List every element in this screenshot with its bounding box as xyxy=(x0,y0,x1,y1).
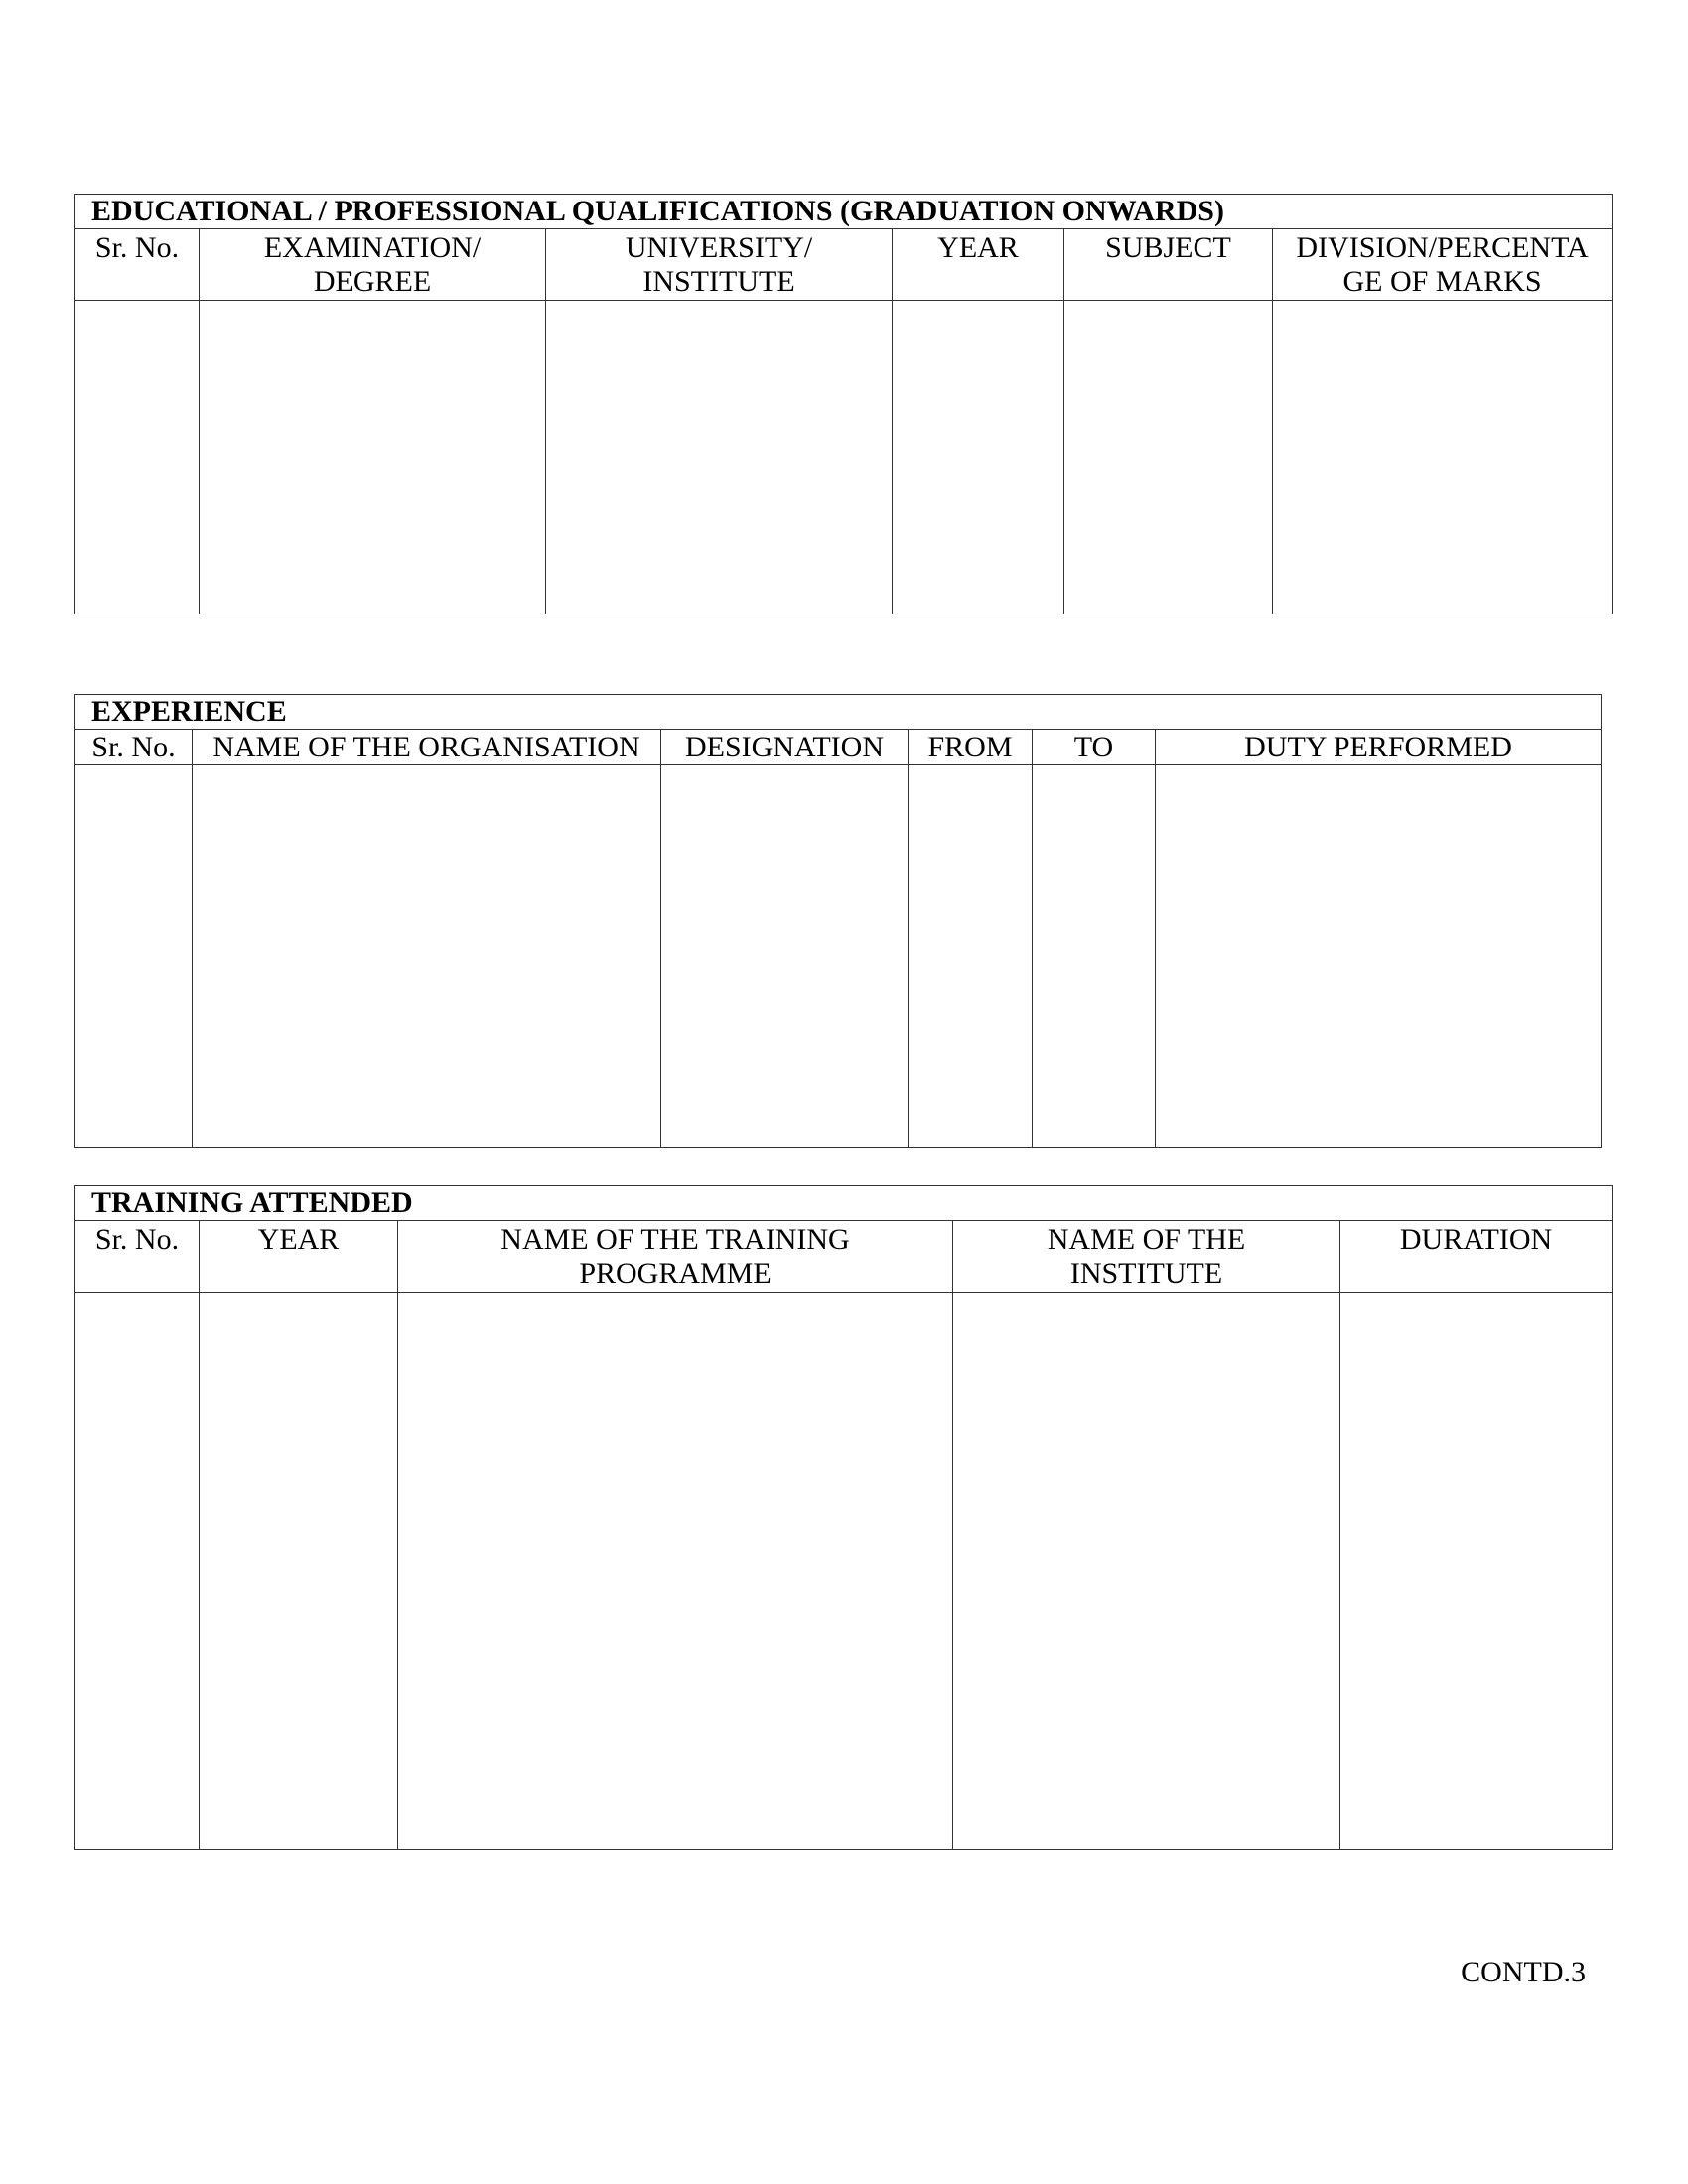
header-line: NAME OF THE TRAINING xyxy=(500,1223,850,1256)
education-header-division xyxy=(1273,229,1613,301)
experience-header-from: FROM xyxy=(909,730,1033,765)
header-line: DURATION xyxy=(1399,1223,1553,1256)
education-header-sr-no xyxy=(75,229,200,301)
training-entry-cell-year[interactable] xyxy=(200,1293,398,1850)
training-entry-cell-duration[interactable] xyxy=(1340,1293,1613,1850)
training-entry-cell-institute[interactable] xyxy=(953,1293,1340,1850)
continued-page-marker: CONTD.3 xyxy=(1461,1956,1586,1988)
header-line: PROGRAMME xyxy=(579,1257,772,1290)
education-header-subject xyxy=(1064,229,1273,301)
experience-entry-cell-from[interactable] xyxy=(909,765,1033,1148)
header-line: NAME OF THE xyxy=(1047,1223,1246,1256)
training-header-duration xyxy=(1340,1221,1613,1293)
header-line: YEAR xyxy=(257,1223,340,1256)
education-entry-cell-university[interactable] xyxy=(546,301,893,614)
education-header-year xyxy=(893,229,1064,301)
header-line: EXAMINATION/ xyxy=(263,231,482,264)
experience-header-to: TO xyxy=(1033,730,1156,765)
header-line: DEGREE xyxy=(313,265,432,298)
training-section-title: TRAINING ATTENDED xyxy=(75,1186,1613,1221)
training-header-sr-no xyxy=(75,1221,200,1293)
header-line: Sr. No. xyxy=(94,231,180,264)
training-header-institute xyxy=(953,1221,1340,1293)
header-line: GE OF MARKS xyxy=(1342,265,1542,298)
education-entry-cell-examination[interactable] xyxy=(200,301,546,614)
experience-header-duty: DUTY PERFORMED xyxy=(1156,730,1602,765)
experience-entry-cell-designation[interactable] xyxy=(661,765,909,1148)
header-line: DIVISION/PERCENTA xyxy=(1296,231,1589,264)
training-entry-cell-programme[interactable] xyxy=(398,1293,953,1850)
education-entry-cell-sr-no[interactable] xyxy=(75,301,200,614)
header-line: YEAR xyxy=(937,231,1019,264)
training-entry-cell-sr-no[interactable] xyxy=(75,1293,200,1850)
education-entry-cell-year[interactable] xyxy=(893,301,1064,614)
education-header-examination xyxy=(200,229,546,301)
education-header-university xyxy=(546,229,893,301)
header-line: INSTITUTE xyxy=(1069,1257,1223,1290)
experience-section-title: EXPERIENCE xyxy=(75,695,1602,730)
training-header-year xyxy=(200,1221,398,1293)
header-line: Sr. No. xyxy=(94,1223,180,1256)
header-line: SUBJECT xyxy=(1105,231,1231,264)
experience-entry-cell-to[interactable] xyxy=(1033,765,1156,1148)
experience-table xyxy=(74,694,1602,1148)
experience-entry-cell-duty[interactable] xyxy=(1156,765,1602,1148)
experience-header-designation: DESIGNATION xyxy=(661,730,909,765)
header-line: UNIVERSITY/ xyxy=(625,231,813,264)
training-header-programme xyxy=(398,1221,953,1293)
education-section-title: EDUCATIONAL / PROFESSIONAL QUALIFICATIONS (GRADUATION ONWARDS) xyxy=(75,195,1613,229)
education-entry-cell-subject[interactable] xyxy=(1064,301,1273,614)
education-entry-cell-division[interactable] xyxy=(1273,301,1613,614)
training-table xyxy=(74,1185,1613,1850)
experience-header-organisation: NAME OF THE ORGANISATION xyxy=(193,730,661,765)
experience-header-sr-no: Sr. No. xyxy=(75,730,193,765)
experience-entry-cell-sr-no[interactable] xyxy=(75,765,193,1148)
experience-entry-cell-organisation[interactable] xyxy=(193,765,661,1148)
education-table xyxy=(74,194,1613,614)
header-line: INSTITUTE xyxy=(642,265,795,298)
